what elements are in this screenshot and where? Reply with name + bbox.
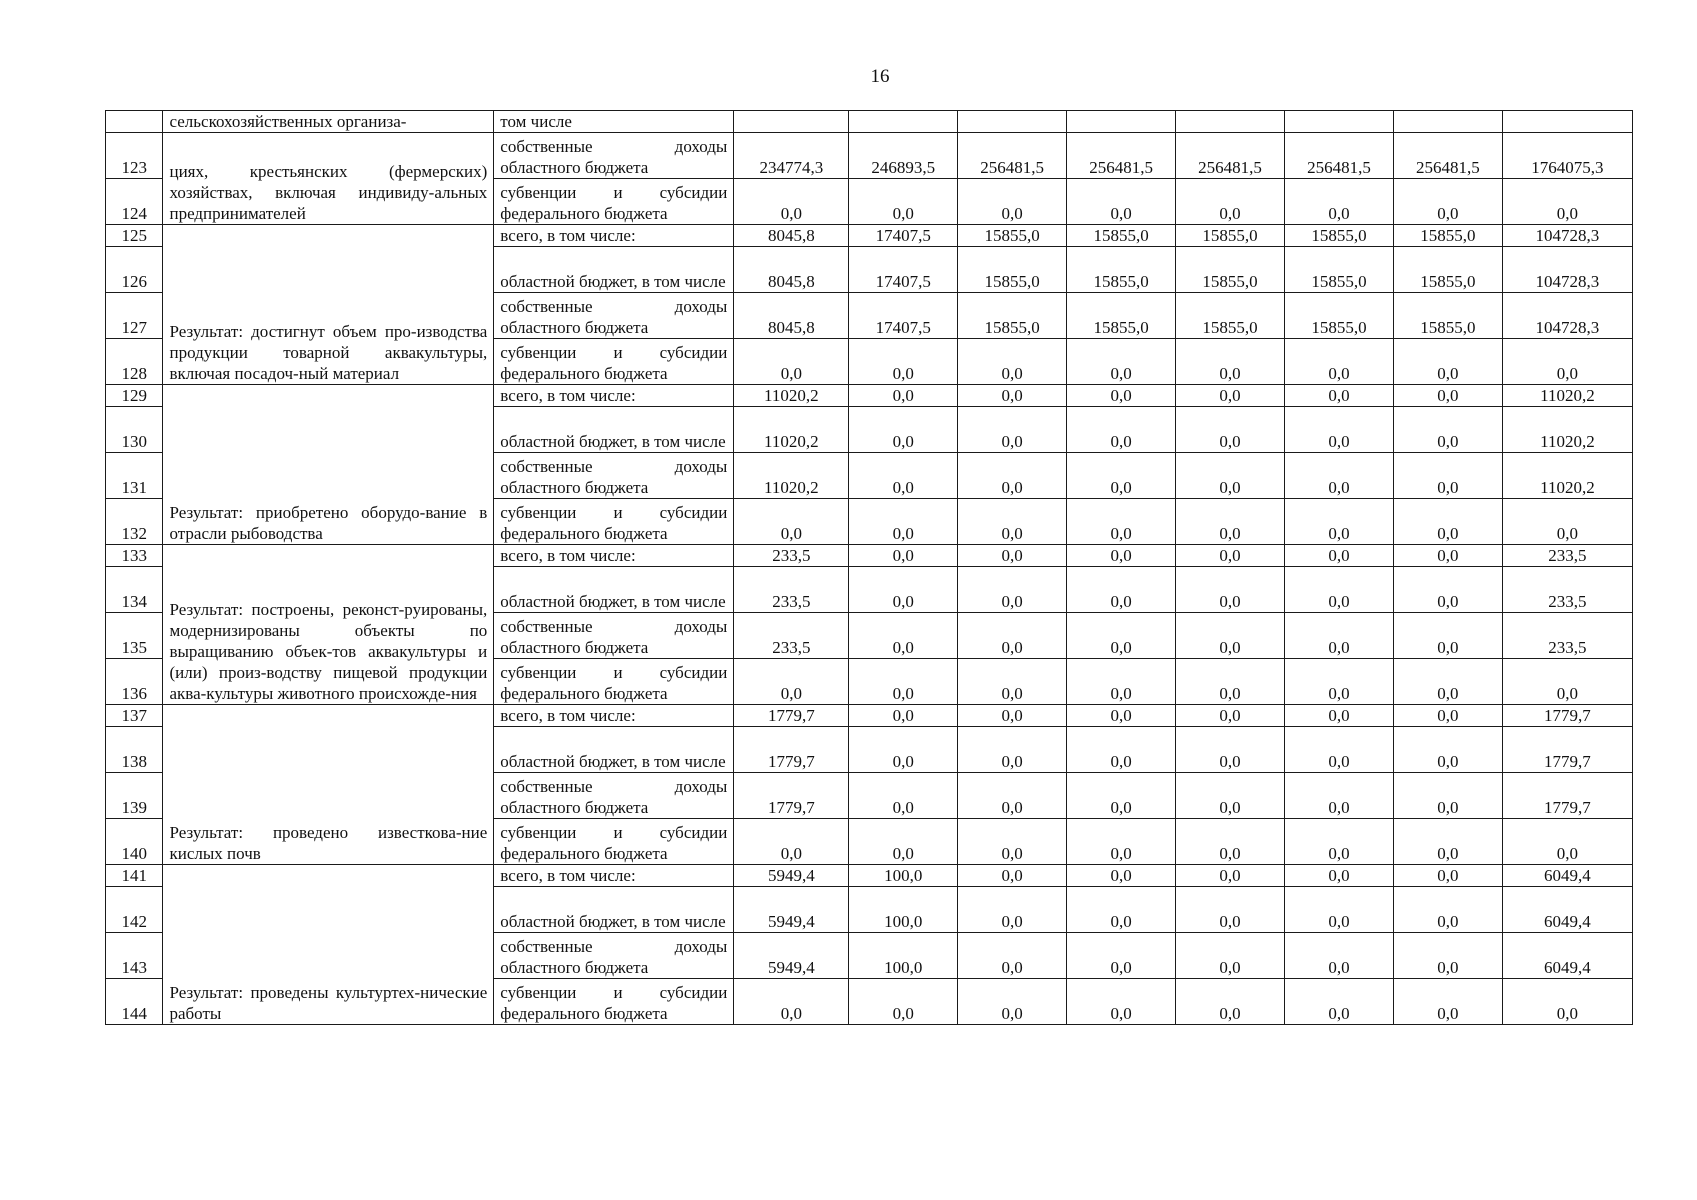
value-cell: 6049,4	[1502, 933, 1632, 979]
value-cell: 0,0	[849, 179, 958, 225]
value-cell: 1779,7	[734, 773, 849, 819]
value-cell: 0,0	[1067, 865, 1176, 887]
value-cell: 0,0	[1176, 499, 1285, 545]
funding-source: собственные доходы областного бюджета	[494, 613, 734, 659]
value-cell: 0,0	[1284, 659, 1393, 705]
value-cell: 0,0	[734, 979, 849, 1025]
value-cell: 1779,7	[1502, 727, 1632, 773]
value-cell: 0,0	[1284, 865, 1393, 887]
funding-source: областной бюджет, в том числе	[494, 247, 734, 293]
row-number: 126	[106, 247, 163, 293]
value-cell: 0,0	[1393, 659, 1502, 705]
table-row	[106, 133, 1633, 179]
value-cell: 0,0	[734, 659, 849, 705]
value-cell: 0,0	[958, 659, 1067, 705]
value-cell: 0,0	[958, 567, 1067, 613]
value-cell: 0,0	[1502, 179, 1632, 225]
row-number: 125	[106, 225, 163, 247]
value-cell: 0,0	[1067, 339, 1176, 385]
value-cell	[734, 111, 849, 133]
funding-source: субвенции и субсидии федерального бюджета	[494, 979, 734, 1025]
table-row	[106, 225, 1633, 247]
value-cell: 11020,2	[1502, 453, 1632, 499]
value-cell: 0,0	[734, 499, 849, 545]
value-cell: 11020,2	[1502, 385, 1632, 407]
row-number: 136	[106, 659, 163, 705]
value-cell: 104728,3	[1502, 247, 1632, 293]
value-cell: 0,0	[1284, 339, 1393, 385]
value-cell: 0,0	[849, 659, 958, 705]
result-description: циях, крестьянских (фермерских) хозяйствах, включая индивиду-альных предпринимателей	[163, 133, 494, 225]
value-cell: 0,0	[849, 567, 958, 613]
value-cell: 15855,0	[1067, 247, 1176, 293]
value-cell: 0,0	[849, 499, 958, 545]
value-cell: 0,0	[1502, 659, 1632, 705]
value-cell: 0,0	[1176, 613, 1285, 659]
result-description: Результат: проведено известкова-ние кислых почв	[163, 705, 494, 865]
row-number: 137	[106, 705, 163, 727]
value-cell: 1779,7	[734, 705, 849, 727]
value-cell: 0,0	[1067, 887, 1176, 933]
value-cell	[1176, 111, 1285, 133]
funding-source: субвенции и субсидии федерального бюджета	[494, 339, 734, 385]
value-cell: 100,0	[849, 933, 958, 979]
value-cell: 0,0	[1502, 979, 1632, 1025]
value-cell: 0,0	[1176, 339, 1285, 385]
value-cell: 0,0	[1067, 179, 1176, 225]
value-cell: 233,5	[734, 545, 849, 567]
page-number: 16	[870, 66, 890, 87]
value-cell	[1284, 111, 1393, 133]
value-cell: 8045,8	[734, 293, 849, 339]
result-description: Результат: построены, реконст-руированы, модернизированы объекты по выращиванию объек-тов аквакультуры и (или) произ-водству пищевой продукции аква-культуры животного происхожде-ния	[163, 545, 494, 705]
funding-source: том числе	[494, 111, 734, 133]
value-cell: 0,0	[849, 773, 958, 819]
value-cell: 0,0	[1067, 705, 1176, 727]
funding-source: всего, в том числе:	[494, 225, 734, 247]
value-cell: 0,0	[1393, 179, 1502, 225]
value-cell: 17407,5	[849, 293, 958, 339]
value-cell: 0,0	[1067, 385, 1176, 407]
funding-source: собственные доходы областного бюджета	[494, 933, 734, 979]
value-cell: 15855,0	[1067, 225, 1176, 247]
value-cell: 0,0	[1284, 499, 1393, 545]
row-number: 142	[106, 887, 163, 933]
value-cell: 15855,0	[1284, 247, 1393, 293]
table-row	[106, 865, 1633, 887]
value-cell: 233,5	[1502, 567, 1632, 613]
value-cell: 0,0	[1502, 819, 1632, 865]
funding-source: всего, в том числе:	[494, 385, 734, 407]
value-cell: 0,0	[734, 339, 849, 385]
budget-table	[105, 110, 1633, 1025]
value-cell: 0,0	[1176, 933, 1285, 979]
value-cell: 0,0	[1284, 933, 1393, 979]
value-cell: 15855,0	[1393, 293, 1502, 339]
row-number: 128	[106, 339, 163, 385]
value-cell: 0,0	[1502, 499, 1632, 545]
value-cell: 0,0	[1284, 613, 1393, 659]
value-cell: 0,0	[1176, 865, 1285, 887]
value-cell: 6049,4	[1502, 887, 1632, 933]
value-cell: 15855,0	[1067, 293, 1176, 339]
value-cell: 0,0	[1176, 887, 1285, 933]
value-cell: 0,0	[1284, 545, 1393, 567]
value-cell	[1502, 111, 1632, 133]
value-cell: 0,0	[1067, 545, 1176, 567]
value-cell: 0,0	[1284, 407, 1393, 453]
funding-source: областной бюджет, в том числе	[494, 407, 734, 453]
value-cell: 0,0	[734, 819, 849, 865]
value-cell: 1779,7	[1502, 705, 1632, 727]
value-cell: 11020,2	[734, 407, 849, 453]
value-cell: 0,0	[1067, 567, 1176, 613]
value-cell: 15855,0	[1393, 247, 1502, 293]
value-cell: 246893,5	[849, 133, 958, 179]
value-cell: 0,0	[1176, 659, 1285, 705]
table-row	[106, 545, 1633, 567]
value-cell: 256481,5	[1393, 133, 1502, 179]
value-cell: 0,0	[958, 865, 1067, 887]
value-cell: 0,0	[958, 339, 1067, 385]
value-cell: 0,0	[1067, 499, 1176, 545]
value-cell: 0,0	[1393, 407, 1502, 453]
value-cell: 0,0	[958, 407, 1067, 453]
table-row	[106, 705, 1633, 727]
row-number: 140	[106, 819, 163, 865]
result-description: Результат: приобретено оборудо-вание в отрасли рыбоводства	[163, 385, 494, 545]
value-cell: 15855,0	[958, 293, 1067, 339]
value-cell: 0,0	[1176, 727, 1285, 773]
value-cell: 15855,0	[1393, 225, 1502, 247]
value-cell: 0,0	[958, 819, 1067, 865]
value-cell: 15855,0	[1176, 225, 1285, 247]
value-cell: 256481,5	[1284, 133, 1393, 179]
funding-source: областной бюджет, в том числе	[494, 727, 734, 773]
value-cell: 0,0	[849, 705, 958, 727]
value-cell: 0,0	[849, 819, 958, 865]
value-cell: 0,0	[1393, 613, 1502, 659]
value-cell: 0,0	[958, 613, 1067, 659]
value-cell: 15855,0	[1176, 293, 1285, 339]
value-cell: 0,0	[1393, 865, 1502, 887]
value-cell: 0,0	[958, 887, 1067, 933]
value-cell: 256481,5	[958, 133, 1067, 179]
value-cell: 0,0	[1284, 887, 1393, 933]
value-cell: 15855,0	[958, 225, 1067, 247]
value-cell: 0,0	[1176, 179, 1285, 225]
value-cell: 15855,0	[1176, 247, 1285, 293]
value-cell: 15855,0	[1284, 225, 1393, 247]
value-cell: 0,0	[1067, 453, 1176, 499]
value-cell: 0,0	[849, 545, 958, 567]
table-row	[106, 385, 1633, 407]
value-cell: 0,0	[1284, 727, 1393, 773]
result-description: Результат: проведены культуртех-нические работы	[163, 865, 494, 1025]
value-cell: 0,0	[1176, 773, 1285, 819]
value-cell: 0,0	[1284, 453, 1393, 499]
funding-source: собственные доходы областного бюджета	[494, 133, 734, 179]
value-cell: 104728,3	[1502, 293, 1632, 339]
value-cell: 11020,2	[734, 385, 849, 407]
value-cell: 0,0	[1284, 705, 1393, 727]
value-cell: 5949,4	[734, 933, 849, 979]
value-cell: 0,0	[1393, 887, 1502, 933]
value-cell: 0,0	[1067, 819, 1176, 865]
funding-source: субвенции и субсидии федерального бюджета	[494, 659, 734, 705]
value-cell: 233,5	[1502, 613, 1632, 659]
value-cell: 234774,3	[734, 133, 849, 179]
value-cell: 0,0	[958, 727, 1067, 773]
value-cell: 15855,0	[1284, 293, 1393, 339]
value-cell: 256481,5	[1176, 133, 1285, 179]
value-cell: 0,0	[1067, 773, 1176, 819]
value-cell: 0,0	[1393, 773, 1502, 819]
value-cell: 0,0	[958, 179, 1067, 225]
funding-source: собственные доходы областного бюджета	[494, 293, 734, 339]
table-row	[106, 111, 1633, 133]
value-cell: 11020,2	[734, 453, 849, 499]
value-cell: 1779,7	[1502, 773, 1632, 819]
value-cell: 0,0	[1393, 933, 1502, 979]
value-cell: 5949,4	[734, 865, 849, 887]
result-description: Результат: достигнут объем про-изводства продукции товарной аквакультуры, включая посадоч-ный материал	[163, 225, 494, 385]
value-cell: 0,0	[958, 773, 1067, 819]
value-cell: 0,0	[958, 385, 1067, 407]
value-cell: 0,0	[1393, 545, 1502, 567]
value-cell: 0,0	[849, 979, 958, 1025]
value-cell: 0,0	[1393, 499, 1502, 545]
row-number: 144	[106, 979, 163, 1025]
value-cell	[958, 111, 1067, 133]
value-cell: 0,0	[1176, 407, 1285, 453]
funding-source: областной бюджет, в том числе	[494, 567, 734, 613]
value-cell: 5949,4	[734, 887, 849, 933]
value-cell: 0,0	[958, 453, 1067, 499]
value-cell	[849, 111, 958, 133]
funding-source: собственные доходы областного бюджета	[494, 773, 734, 819]
value-cell: 256481,5	[1067, 133, 1176, 179]
value-cell: 0,0	[1067, 979, 1176, 1025]
value-cell: 0,0	[1393, 979, 1502, 1025]
value-cell: 0,0	[958, 933, 1067, 979]
value-cell: 0,0	[849, 339, 958, 385]
row-number: 131	[106, 453, 163, 499]
value-cell	[1067, 111, 1176, 133]
row-number: 127	[106, 293, 163, 339]
table-body	[106, 111, 1633, 1025]
row-number: 129	[106, 385, 163, 407]
row-number	[106, 111, 163, 133]
value-cell: 0,0	[1393, 705, 1502, 727]
value-cell: 0,0	[849, 385, 958, 407]
value-cell: 0,0	[1284, 819, 1393, 865]
value-cell: 0,0	[734, 179, 849, 225]
value-cell: 0,0	[1284, 773, 1393, 819]
row-number: 124	[106, 179, 163, 225]
value-cell: 1779,7	[734, 727, 849, 773]
value-cell: 17407,5	[849, 247, 958, 293]
value-cell: 8045,8	[734, 247, 849, 293]
value-cell: 233,5	[734, 567, 849, 613]
funding-source: областной бюджет, в том числе	[494, 887, 734, 933]
funding-source: субвенции и субсидии федерального бюджета	[494, 819, 734, 865]
row-number: 132	[106, 499, 163, 545]
funding-source: субвенции и субсидии федерального бюджета	[494, 179, 734, 225]
funding-source: субвенции и субсидии федерального бюджета	[494, 499, 734, 545]
value-cell: 0,0	[1176, 453, 1285, 499]
value-cell: 0,0	[1393, 727, 1502, 773]
result-description: сельскохозяйственных организа-	[163, 111, 494, 133]
funding-source: собственные доходы областного бюджета	[494, 453, 734, 499]
value-cell: 0,0	[1176, 705, 1285, 727]
value-cell: 0,0	[849, 407, 958, 453]
value-cell: 0,0	[849, 727, 958, 773]
value-cell: 0,0	[958, 545, 1067, 567]
value-cell: 0,0	[1067, 613, 1176, 659]
value-cell: 100,0	[849, 887, 958, 933]
value-cell: 0,0	[1393, 339, 1502, 385]
value-cell: 0,0	[1176, 979, 1285, 1025]
row-number: 138	[106, 727, 163, 773]
funding-source: всего, в том числе:	[494, 705, 734, 727]
funding-source: всего, в том числе:	[494, 865, 734, 887]
value-cell: 0,0	[1393, 819, 1502, 865]
value-cell: 0,0	[1502, 339, 1632, 385]
value-cell: 233,5	[734, 613, 849, 659]
row-number: 141	[106, 865, 163, 887]
value-cell: 0,0	[1067, 407, 1176, 453]
funding-source: всего, в том числе:	[494, 545, 734, 567]
value-cell: 0,0	[1067, 727, 1176, 773]
value-cell: 0,0	[1176, 545, 1285, 567]
row-number: 134	[106, 567, 163, 613]
row-number: 133	[106, 545, 163, 567]
value-cell: 0,0	[1176, 567, 1285, 613]
value-cell: 100,0	[849, 865, 958, 887]
row-number: 139	[106, 773, 163, 819]
value-cell: 15855,0	[958, 247, 1067, 293]
value-cell: 0,0	[1067, 933, 1176, 979]
value-cell: 0,0	[958, 705, 1067, 727]
row-number: 130	[106, 407, 163, 453]
value-cell: 104728,3	[1502, 225, 1632, 247]
value-cell: 233,5	[1502, 545, 1632, 567]
value-cell: 6049,4	[1502, 865, 1632, 887]
row-number: 123	[106, 133, 163, 179]
value-cell: 17407,5	[849, 225, 958, 247]
value-cell: 0,0	[1393, 453, 1502, 499]
value-cell: 0,0	[1393, 385, 1502, 407]
value-cell: 0,0	[1176, 819, 1285, 865]
value-cell: 0,0	[1393, 567, 1502, 613]
value-cell: 0,0	[1176, 385, 1285, 407]
value-cell: 8045,8	[734, 225, 849, 247]
value-cell: 0,0	[958, 979, 1067, 1025]
value-cell: 0,0	[1284, 567, 1393, 613]
value-cell: 0,0	[1284, 385, 1393, 407]
value-cell: 0,0	[958, 499, 1067, 545]
value-cell: 0,0	[849, 453, 958, 499]
value-cell: 0,0	[1284, 979, 1393, 1025]
value-cell: 11020,2	[1502, 407, 1632, 453]
value-cell	[1393, 111, 1502, 133]
row-number: 135	[106, 613, 163, 659]
value-cell: 0,0	[1067, 659, 1176, 705]
row-number: 143	[106, 933, 163, 979]
value-cell: 0,0	[1284, 179, 1393, 225]
value-cell: 1764075,3	[1502, 133, 1632, 179]
value-cell: 0,0	[849, 613, 958, 659]
